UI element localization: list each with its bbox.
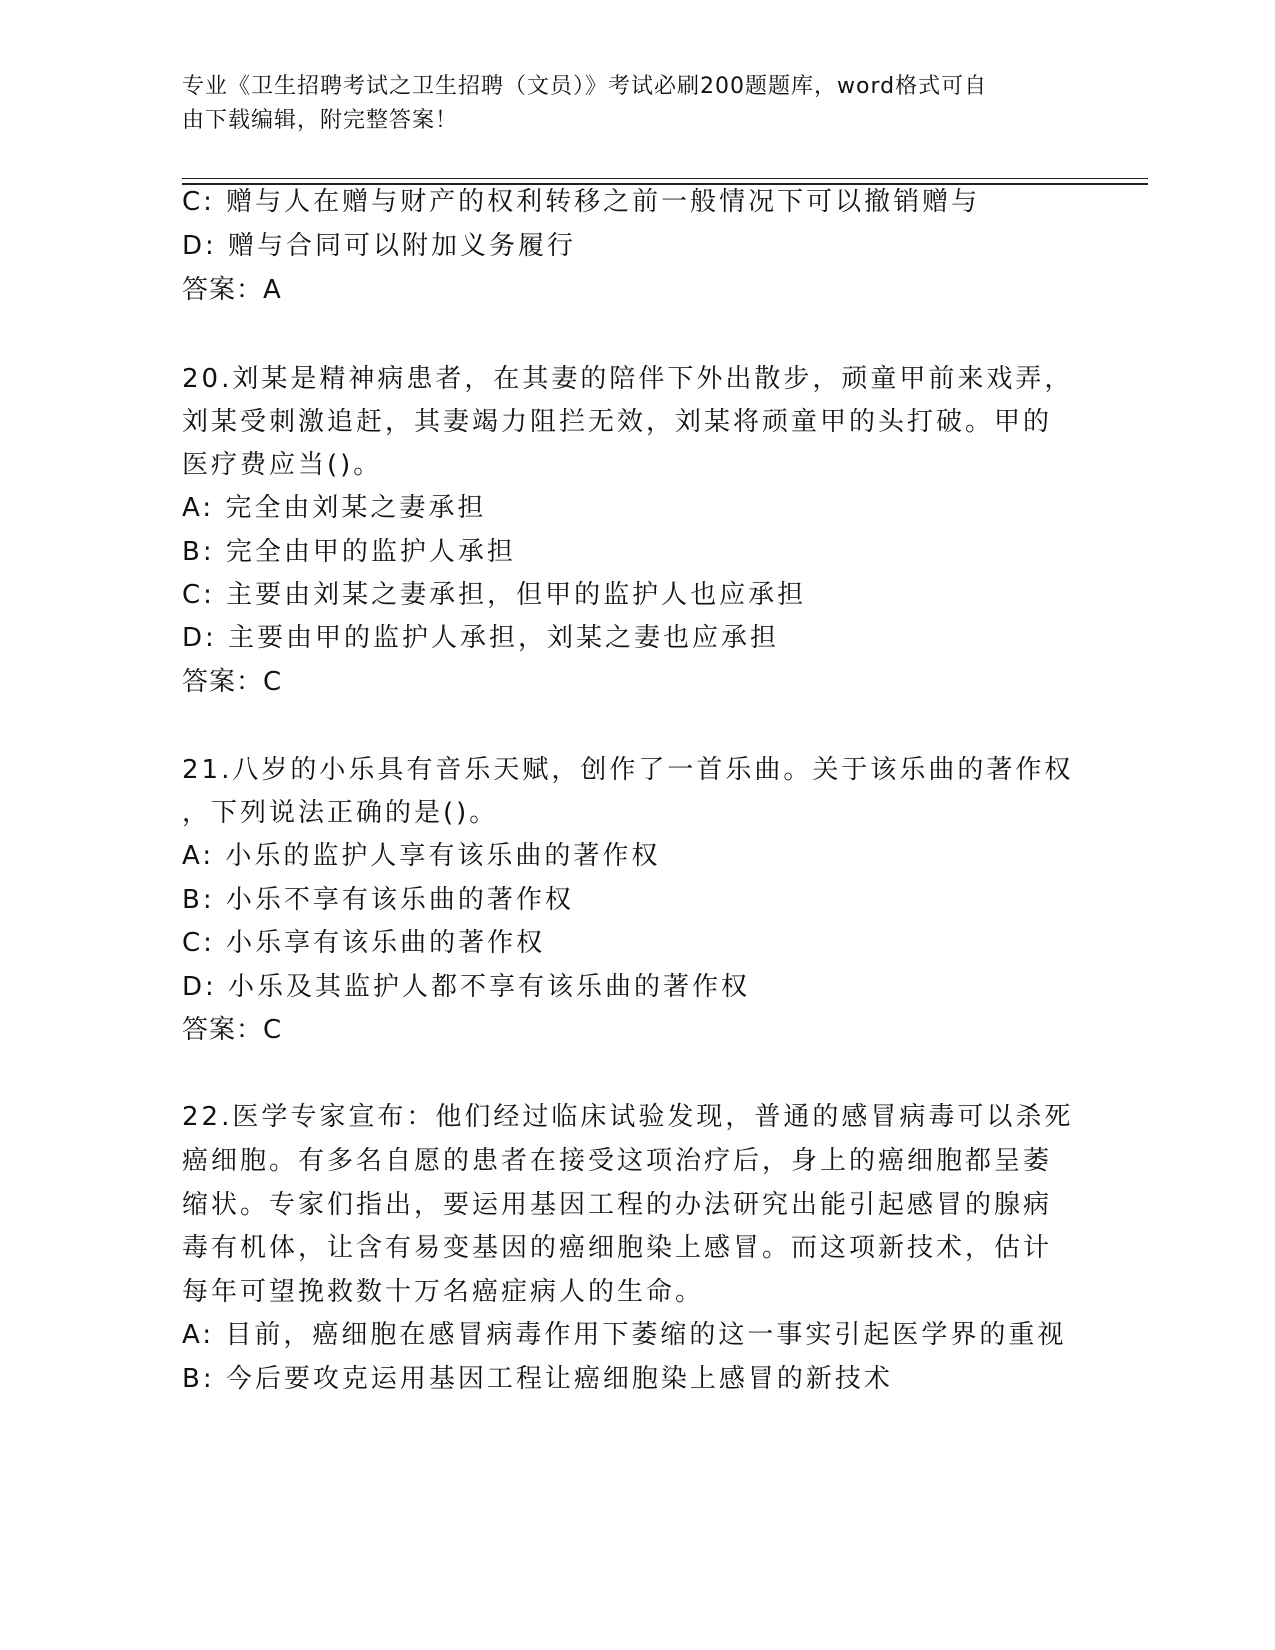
option-b-q21: B: 小乐不享有该乐曲的著作权 (182, 885, 574, 915)
question-20-line-1: 20.刘某是精神病患者，在其妻的陪伴下外出散步，顽童甲前来戏弄， (182, 364, 1074, 394)
question-20-line-2: 刘某受刺激追赶，其妻竭力阻拦无效，刘某将顽童甲的头打破。甲的 (182, 407, 1053, 437)
option-a-q20: A: 完全由刘某之妻承担 (182, 493, 487, 523)
question-22-line-3: 缩状。专家们指出，要运用基因工程的办法研究出能引起感冒的腺病 (182, 1190, 1053, 1220)
option-b-q22: B: 今后要攻克运用基因工程让癌细胞染上感冒的新技术 (182, 1364, 893, 1394)
question-22-line-5: 每年可望挽救数十万名癌症病人的生命。 (182, 1277, 705, 1307)
option-a-q22: A: 目前，癌细胞在感冒病毒作用下萎缩的这一事实引起医学界的重视 (182, 1320, 1067, 1350)
question-22-line-1: 22.医学专家宣布：他们经过临床试验发现，普通的感冒病毒可以杀死 (182, 1102, 1074, 1132)
header-divider-thick (182, 183, 1148, 185)
header-divider-thin (182, 178, 1148, 179)
question-22-line-2: 癌细胞。有多名自愿的患者在接受这项治疗后，身上的癌细胞都呈萎 (182, 1146, 1053, 1176)
option-d-q21: D: 小乐及其监护人都不享有该乐曲的著作权 (182, 972, 751, 1002)
question-21-line-2: ，下列说法正确的是()。 (182, 798, 499, 828)
question-20-line-3: 医疗费应当()。 (182, 450, 383, 480)
option-c-q19: C: 赠与人在赠与财产的权利转移之前一般情况下可以撤销赠与 (182, 187, 981, 217)
document-header (182, 70, 1062, 138)
question-21-line-1: 21.八岁的小乐具有音乐天赋，创作了一首乐曲。关于该乐曲的著作权 (182, 755, 1074, 785)
option-d-q20: D: 主要由甲的监护人承担，刘某之妻也应承担 (182, 623, 780, 653)
answer-q20: 答案：C (182, 667, 283, 697)
option-a-q21: A: 小乐的监护人享有该乐曲的著作权 (182, 841, 661, 871)
answer-q19: 答案：A (182, 275, 282, 305)
option-c-q20: C: 主要由刘某之妻承担，但甲的监护人也应承担 (182, 580, 807, 610)
option-b-q20: B: 完全由甲的监护人承担 (182, 537, 516, 567)
answer-q21: 答案：C (182, 1015, 283, 1045)
option-c-q21: C: 小乐享有该乐曲的著作权 (182, 928, 546, 958)
question-22-line-4: 毒有机体，让含有易变基因的癌细胞染上感冒。而这项新技术，估计 (182, 1233, 1053, 1263)
option-d-q19: D: 赠与合同可以附加义务履行 (182, 231, 577, 261)
header-line-1: 专业《卫生招聘考试之卫生招聘（文员）》考试必刷200题题库，word格式可自 (182, 74, 988, 99)
header-line-2: 由下载编辑，附完整答案！ (182, 108, 459, 133)
